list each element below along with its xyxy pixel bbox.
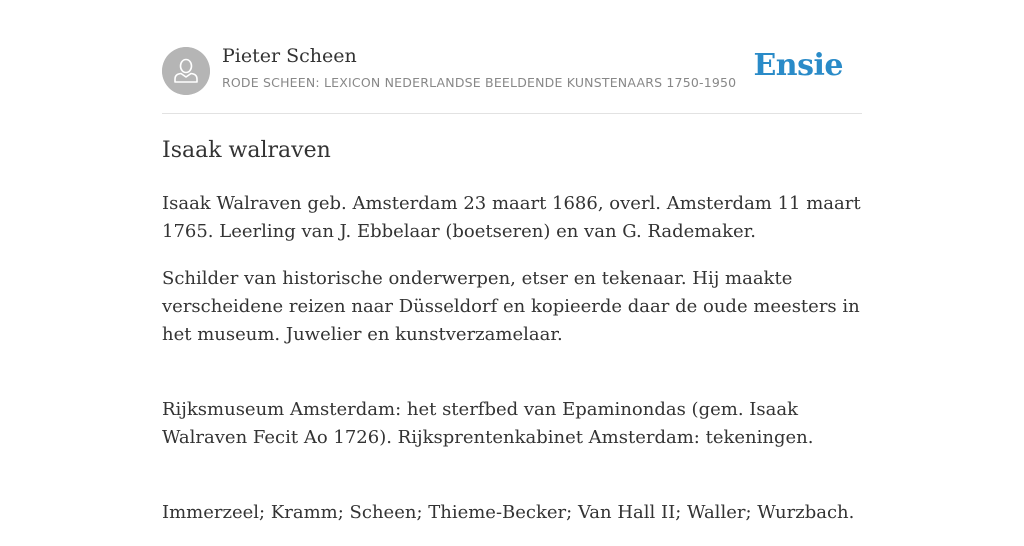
article-body: [162, 190, 862, 546]
paragraph-biography: Isaak Walraven geb. Amsterdam 23 maart 1686, overl. Amsterdam 11 maart 1765. Leerling van J. Ebbelaar (boetseren) en van G. Rademaker.: [162, 193, 861, 242]
paragraph-collections: Rijksmuseum Amsterdam: het sterfbed van Epaminondas (gem. Isaak Walraven Fecit Ao 1726). Rijksprentenkabinet Amsterdam: tekeningen.: [162, 399, 814, 448]
author-avatar[interactable]: [162, 47, 210, 95]
paragraph-references: Immerzeel; Kramm; Scheen; Thieme-Becker; Van Hall II; Waller; Wurzbach.: [162, 502, 855, 523]
article-title: Isaak walraven: [162, 138, 331, 163]
author-name[interactable]: Pieter Scheen: [222, 45, 357, 67]
user-avatar-icon: [162, 47, 210, 95]
source-title[interactable]: RODE SCHEEN: LEXICON NEDERLANDSE BEELDENDE KUNSTENAARS 1750-1950: [222, 75, 737, 90]
ensie-logo[interactable]: Ensie: [753, 48, 843, 83]
article-header: [162, 0, 862, 114]
paragraph-description: Schilder van historische onderwerpen, etser en tekenaar. Hij maakte verscheidene reizen naar Düsseldorf en kopieerde daar de oude meesters in het museum. Juwelier en kunstverzamelaar.: [162, 268, 860, 345]
page-container: [162, 0, 862, 523]
